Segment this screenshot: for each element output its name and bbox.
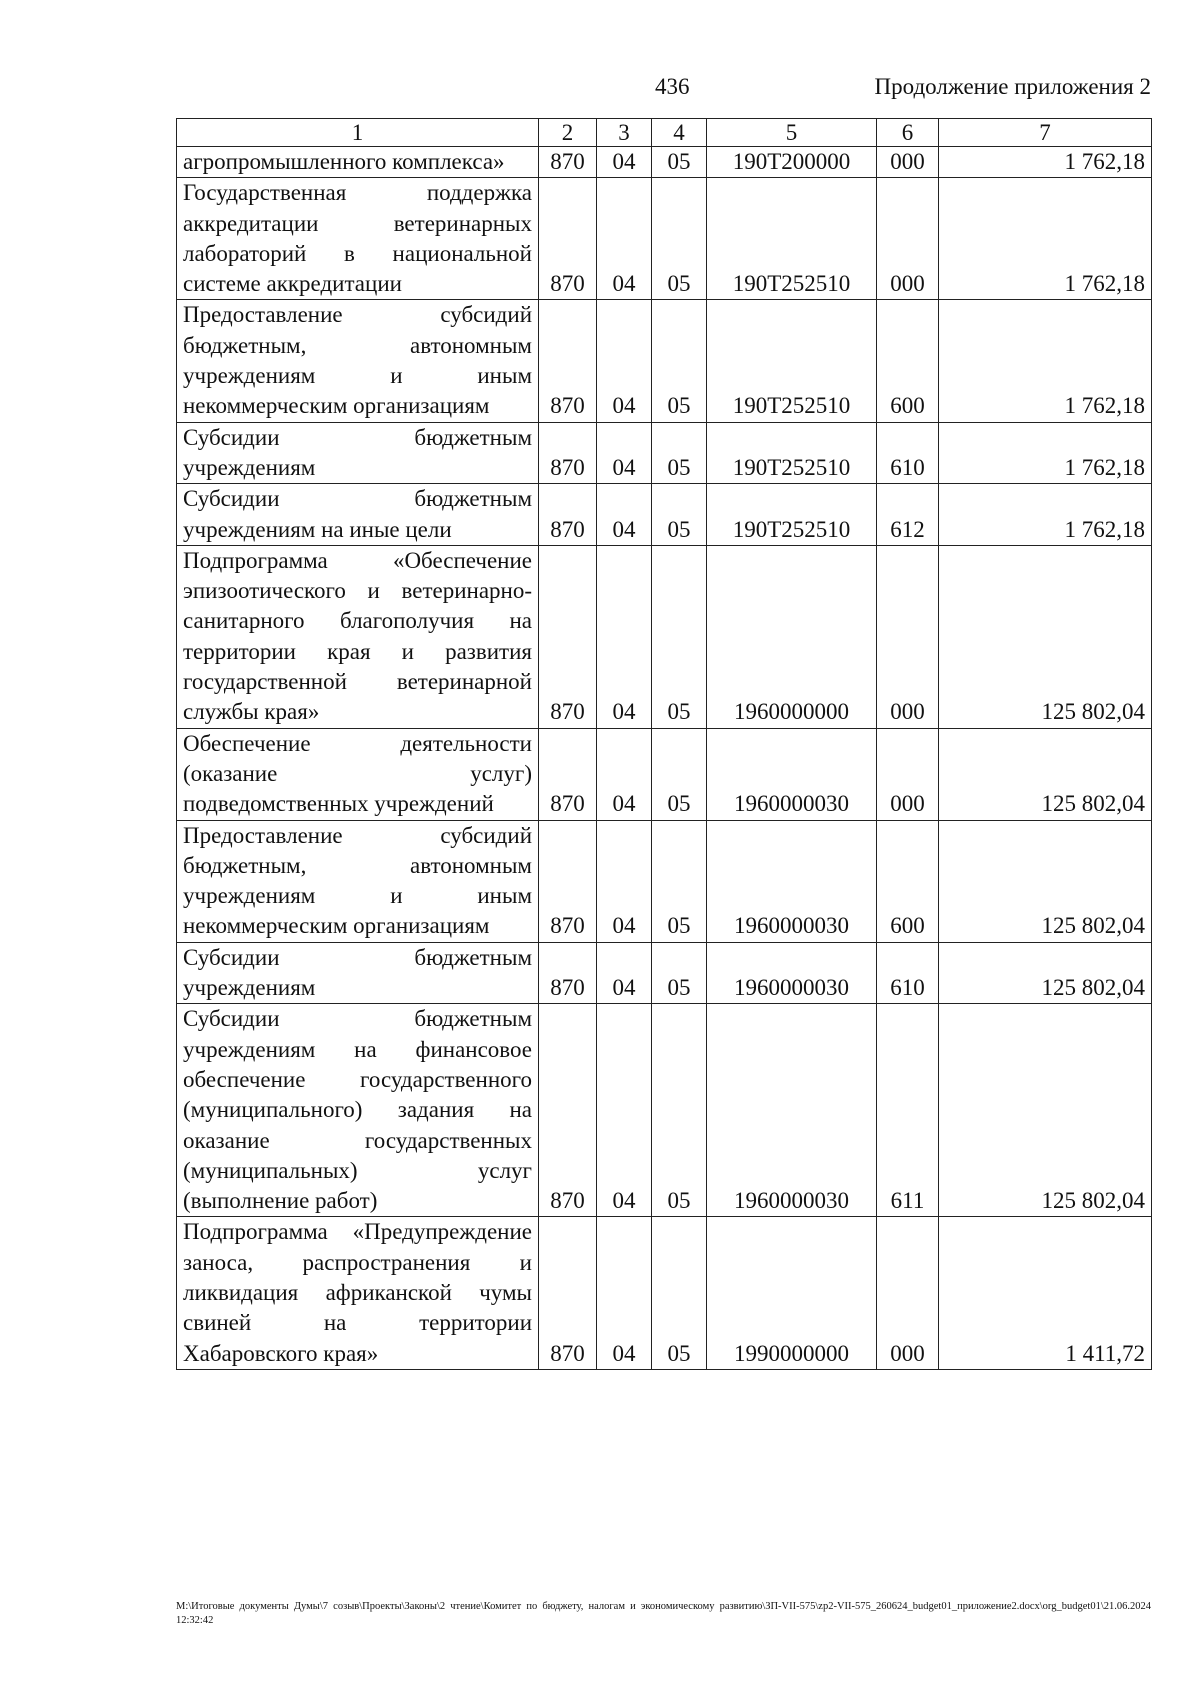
column-header: 5 bbox=[707, 119, 877, 147]
cell-target-article: 1960000000 bbox=[707, 545, 877, 728]
cell-target-article: 1990000000 bbox=[707, 1217, 877, 1369]
table-row bbox=[177, 1217, 1152, 1369]
row-name: Предоставление субсидий бюджетным, автономным учреждениям и иным некоммерческим организациям bbox=[177, 300, 539, 422]
cell-target-article: 190Т252510 bbox=[707, 484, 877, 546]
cell-subsection: 05 bbox=[652, 300, 707, 422]
table-row bbox=[177, 942, 1152, 1004]
cell-section: 04 bbox=[597, 300, 652, 422]
cell-expense-type: 000 bbox=[877, 545, 939, 728]
cell-subsection: 05 bbox=[652, 942, 707, 1004]
cell-ministry: 870 bbox=[539, 147, 597, 178]
page-number: 436 bbox=[655, 74, 690, 99]
cell-expense-type: 612 bbox=[877, 484, 939, 546]
table-row bbox=[177, 422, 1152, 484]
cell-section: 04 bbox=[597, 728, 652, 820]
row-name: Обеспечение деятельности (оказание услуг) подведомственных учреждений bbox=[177, 728, 539, 820]
table-row bbox=[177, 545, 1152, 728]
row-name: агропромышленного комплекса» bbox=[177, 147, 539, 178]
row-name: Подпрограмма «Предупреждение заноса, распространения и ликвидация африканской чумы свиней на территории Хабаровского края» bbox=[177, 1217, 539, 1369]
cell-subsection: 05 bbox=[652, 728, 707, 820]
cell-subsection: 05 bbox=[652, 820, 707, 942]
cell-ministry: 870 bbox=[539, 942, 597, 1004]
cell-ministry: 870 bbox=[539, 178, 597, 300]
cell-section: 04 bbox=[597, 422, 652, 484]
column-header: 1 bbox=[177, 119, 539, 147]
cell-target-article: 190Т252510 bbox=[707, 178, 877, 300]
cell-amount: 1 411,72 bbox=[939, 1217, 1152, 1369]
cell-ministry: 870 bbox=[539, 820, 597, 942]
cell-section: 04 bbox=[597, 484, 652, 546]
cell-expense-type: 600 bbox=[877, 300, 939, 422]
cell-subsection: 05 bbox=[652, 422, 707, 484]
column-header: 7 bbox=[939, 119, 1152, 147]
row-name: Предоставление субсидий бюджетным, автономным учреждениям и иным некоммерческим организациям bbox=[177, 820, 539, 942]
table-row bbox=[177, 820, 1152, 942]
cell-target-article: 1960000030 bbox=[707, 942, 877, 1004]
file-path-footer: M:\Итоговые документы Думы\7 созыв\Проекты\Законы\2 чтение\Комитет по бюджету, налогам и экономическому развитию\ЗП-VII-575\zp2-VII-575_260624_budget01_приложение2.docx\org_budget01\21.06.2024 12:32:42 bbox=[176, 1601, 1151, 1626]
header-row bbox=[177, 119, 1152, 147]
cell-target-article: 190Т252510 bbox=[707, 300, 877, 422]
cell-subsection: 05 bbox=[652, 484, 707, 546]
cell-amount: 1 762,18 bbox=[939, 484, 1152, 546]
cell-amount: 1 762,18 bbox=[939, 178, 1152, 300]
cell-expense-type: 600 bbox=[877, 820, 939, 942]
cell-amount: 125 802,04 bbox=[939, 1004, 1152, 1217]
cell-expense-type: 000 bbox=[877, 728, 939, 820]
column-header: 3 bbox=[597, 119, 652, 147]
column-header: 6 bbox=[877, 119, 939, 147]
cell-expense-type: 000 bbox=[877, 147, 939, 178]
row-name: Субсидии бюджетным учреждениям bbox=[177, 422, 539, 484]
row-name: Субсидии бюджетным учреждениям на иные цели bbox=[177, 484, 539, 546]
cell-amount: 125 802,04 bbox=[939, 545, 1152, 728]
cell-subsection: 05 bbox=[652, 147, 707, 178]
cell-expense-type: 610 bbox=[877, 942, 939, 1004]
cell-target-article: 1960000030 bbox=[707, 1004, 877, 1217]
cell-target-article: 1960000030 bbox=[707, 820, 877, 942]
cell-ministry: 870 bbox=[539, 545, 597, 728]
cell-subsection: 05 bbox=[652, 178, 707, 300]
cell-expense-type: 000 bbox=[877, 1217, 939, 1369]
row-name: Субсидии бюджетным учреждениям bbox=[177, 942, 539, 1004]
cell-section: 04 bbox=[597, 1217, 652, 1369]
row-name: Подпрограмма «Обеспечение эпизоотического и ветеринарно-санитарного благополучия на территории края и развития государственной ветеринарной службы края» bbox=[177, 545, 539, 728]
cell-amount: 125 802,04 bbox=[939, 820, 1152, 942]
budget-table bbox=[176, 118, 1152, 1370]
table-row bbox=[177, 178, 1152, 300]
cell-section: 04 bbox=[597, 545, 652, 728]
column-header: 2 bbox=[539, 119, 597, 147]
cell-section: 04 bbox=[597, 147, 652, 178]
cell-target-article: 190Т252510 bbox=[707, 422, 877, 484]
cell-subsection: 05 bbox=[652, 1004, 707, 1217]
cell-expense-type: 610 bbox=[877, 422, 939, 484]
cell-section: 04 bbox=[597, 820, 652, 942]
cell-target-article: 1960000030 bbox=[707, 728, 877, 820]
table-row bbox=[177, 728, 1152, 820]
cell-section: 04 bbox=[597, 1004, 652, 1217]
continuation-label: Продолжение приложения 2 bbox=[874, 74, 1151, 99]
cell-subsection: 05 bbox=[652, 545, 707, 728]
column-header: 4 bbox=[652, 119, 707, 147]
cell-ministry: 870 bbox=[539, 300, 597, 422]
cell-target-article: 190Т200000 bbox=[707, 147, 877, 178]
cell-amount: 1 762,18 bbox=[939, 300, 1152, 422]
cell-amount: 1 762,18 bbox=[939, 422, 1152, 484]
table-row bbox=[177, 300, 1152, 422]
table-row bbox=[177, 1004, 1152, 1217]
cell-ministry: 870 bbox=[539, 1004, 597, 1217]
cell-subsection: 05 bbox=[652, 1217, 707, 1369]
cell-ministry: 870 bbox=[539, 1217, 597, 1369]
cell-ministry: 870 bbox=[539, 484, 597, 546]
cell-ministry: 870 bbox=[539, 422, 597, 484]
cell-amount: 125 802,04 bbox=[939, 942, 1152, 1004]
table-row bbox=[177, 147, 1152, 178]
cell-expense-type: 000 bbox=[877, 178, 939, 300]
row-name: Субсидии бюджетным учреждениям на финансовое обеспечение государственного (муниципального) задания на оказание государственных (муниципальных) услуг (выполнение работ) bbox=[177, 1004, 539, 1217]
cell-section: 04 bbox=[597, 178, 652, 300]
cell-section: 04 bbox=[597, 942, 652, 1004]
table-row bbox=[177, 484, 1152, 546]
cell-amount: 125 802,04 bbox=[939, 728, 1152, 820]
row-name: Государственная поддержка аккредитации ветеринарных лабораторий в национальной системе аккредитации bbox=[177, 178, 539, 300]
cell-expense-type: 611 bbox=[877, 1004, 939, 1217]
cell-amount: 1 762,18 bbox=[939, 147, 1152, 178]
cell-ministry: 870 bbox=[539, 728, 597, 820]
